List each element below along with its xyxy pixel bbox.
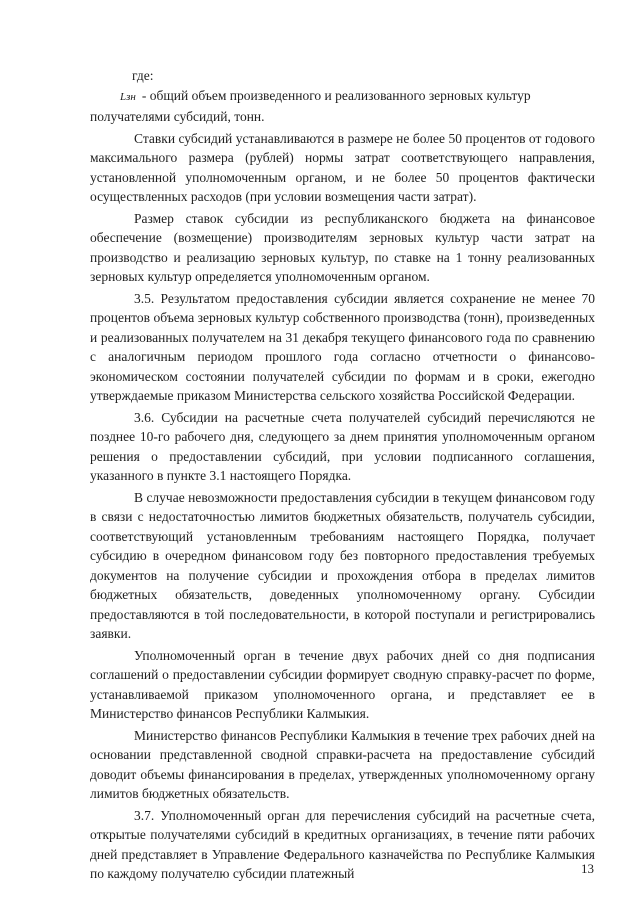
document-body <box>90 66 595 884</box>
paragraph-3-7: 3.7. Уполномоченный орган для перечисления субсидий на расчетные счета, открытые получателями субсидий в кредитных организациях, в течение пяти рабочих дней представляет в Управление Федерального казначейства по Республике Калмыкия по каждому получателю субсидии платежный <box>90 807 595 881</box>
paragraph-3-5: 3.5. Результатом предоставления субсидии является сохранение не менее 70 процентов объема зерновых культур собственного производства (тонн), произведенных и реализованных получателем на 31 декабря текущего финансового года по сравнению с аналогичным периодом прошлого года согласно отчетности о финансово-экономическом состоянии получателей субсидии по формам и в сроки, ежегодно утверждаемые приказом Министерства сельского хозяйства Российской Федерации. <box>90 290 595 403</box>
paragraph-rate-size: Размер ставок субсидии из республиканского бюджета на финансовое обеспечение (возмещение) производителям зерновых культур части затрат на производство и реализацию зерновых культур, по ставке на 1 тонну реализованных зерновых культур определяется уполномоченным органом. <box>90 210 595 284</box>
variable-definition-text: - общий объем произведенного и реализованного зерновых культур получателями субсидий, тонн. <box>90 87 531 124</box>
paragraph-rates: Ставки субсидий устанавливаются в размере не более 50 процентов от годового максимального размера (рублей) нормы затрат соответствующего направления, установленной уполномоченным органом, и не более 50 процентов фактически осуществленных расходов (при условии возмещения части затрат). <box>90 130 595 204</box>
variable-definition <box>90 86 595 127</box>
paragraph-insufficient-limits: В случае невозможности предоставления субсидии в текущем финансовом году в связи с недостаточностью лимитов бюджетных обязательств, получатель субсидии, соответствующий установленным требованиям настоящего Порядка, получает субсидию в очередном финансовом году без повторного предоставления требуемых документов на получение субсидии и прохождения отбора в пределах лимитов бюджетных обязательств, доведенных уполномоченному органу. Субсидии предоставляются в той последовательности, в которой поступали и регистрировались заявки. <box>90 489 595 641</box>
variable-symbol: Lзн <box>120 90 136 103</box>
where-label: где: <box>132 68 154 83</box>
paragraph-ministry-finance: Министерство финансов Республики Калмыкия в течение трех рабочих дней на основании представленной сводной справки-расчета на предоставление субсидий доводит объемы финансирования в пределах, утвержденных уполномоченному органу лимитов бюджетных обязательств. <box>90 727 595 801</box>
paragraph-3-6: 3.6. Субсидии на расчетные счета получателей субсидий перечисляются не позднее 10-го рабочего дня, следующего за днем принятия уполномоченным органом решения о предоставлении субсидий, при условии подписанного соглашения, указанного в пункте 3.1 настоящего Порядка. <box>90 409 595 483</box>
paragraph-summary-certificate: Уполномоченный орган в течение двух рабочих дней со дня подписания соглашений о предоставлении субсидии формирует сводную справку-расчет по форме, устанавливаемой приказом уполномоченного органа, и представляет ее в Министерство финансов Республики Калмыкия. <box>90 647 595 721</box>
page-number: 13 <box>581 861 594 876</box>
